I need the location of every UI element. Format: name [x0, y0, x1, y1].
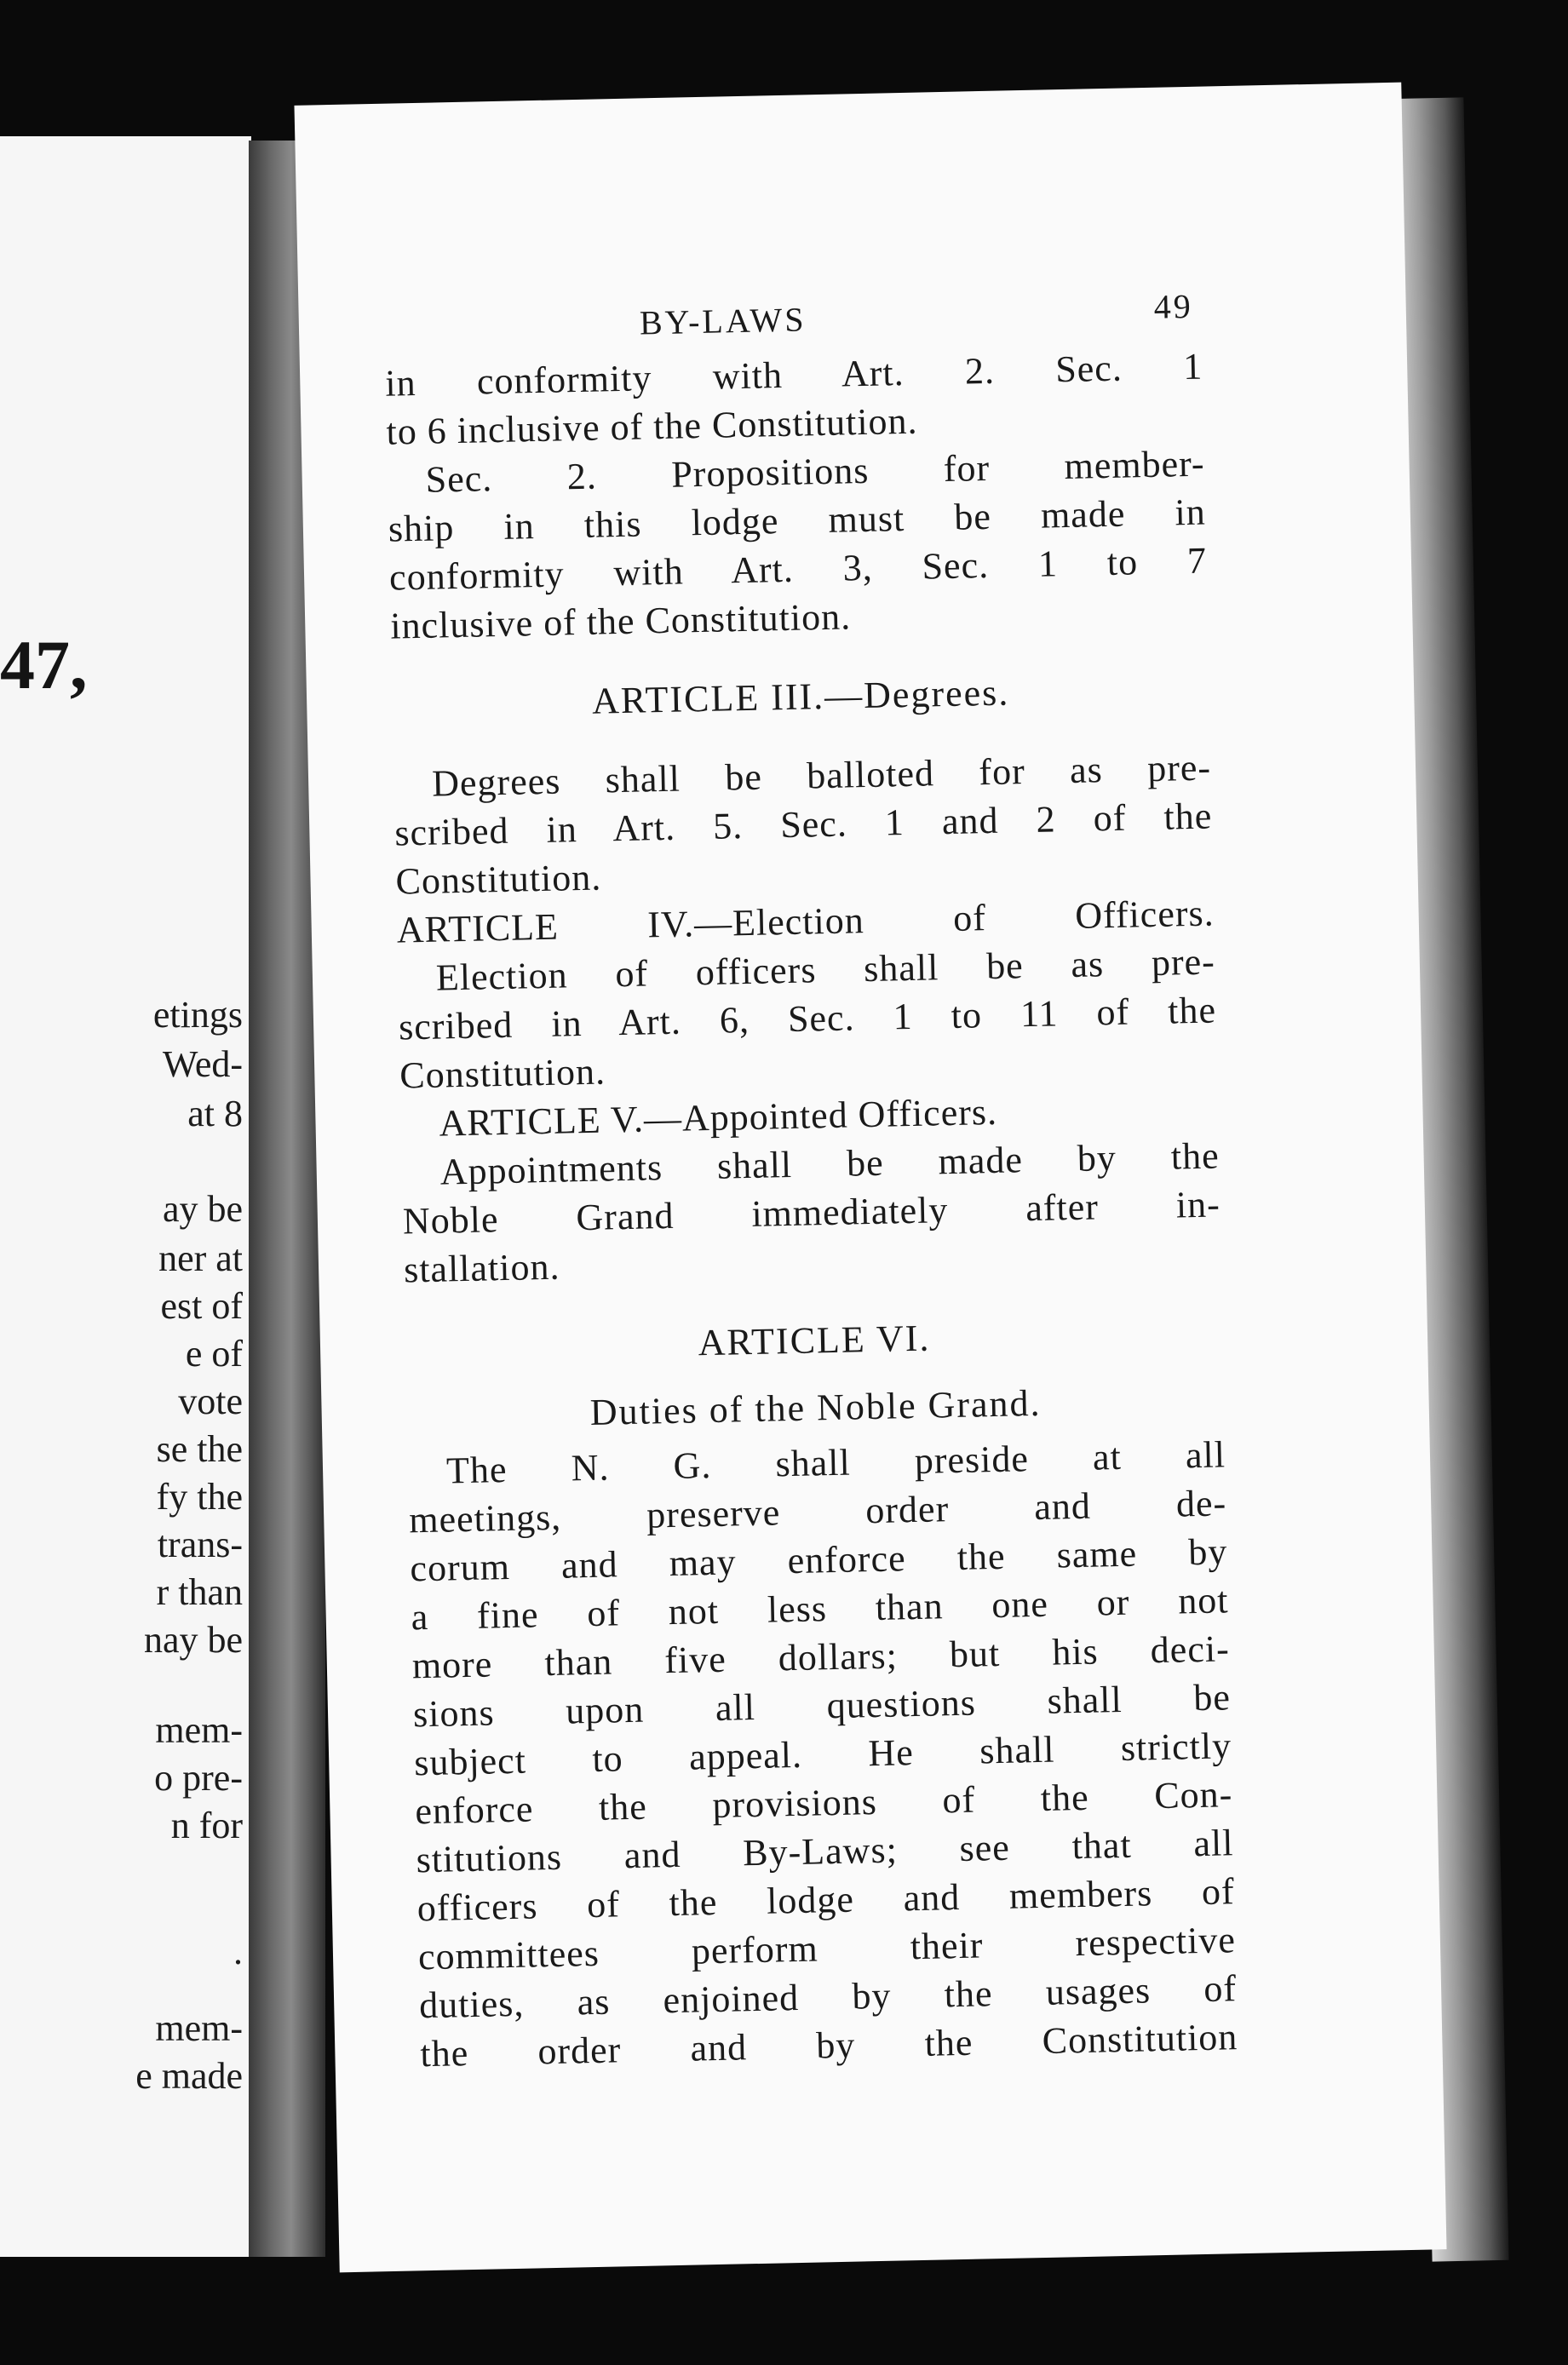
body-line: officers of the lodge and members of [416, 1870, 1236, 1930]
left-line-fragment: est of [160, 1285, 243, 1327]
body-line: Constitution. [399, 1050, 606, 1097]
body-line: scribed in Art. 6, Sec. 1 to 11 of the [398, 989, 1217, 1048]
body-line: enforce the provisions of the Con- [414, 1773, 1233, 1833]
body-line: more than five dollars; but his deci- [411, 1627, 1231, 1687]
body-line: Sec. 2. Propositions for member- [425, 442, 1206, 501]
body-line: committees perform their respective [417, 1919, 1237, 1978]
left-line-fragment: nay be [143, 1619, 243, 1661]
body-line: ship in this lodge must be made in [388, 491, 1207, 550]
body-line: the order and by the Constitution [419, 2016, 1238, 2075]
section-subheading: Duties of the Noble Grand. [589, 1381, 1042, 1433]
body-line: Appointments shall be made by the [439, 1134, 1221, 1193]
left-line-fragment: Wed- [162, 1043, 243, 1085]
left-page [0, 136, 251, 2257]
body-line: stallation. [403, 1245, 560, 1291]
body-line: Noble Grand immediately after in- [402, 1183, 1221, 1243]
left-line-fragment: o pre- [154, 1757, 243, 1799]
article-heading: ARTICLE IV.—Election of Officers. [396, 892, 1215, 951]
right-page [294, 83, 1446, 2273]
article-heading: ARTICLE VI. [698, 1317, 931, 1364]
body-line: conformity with Art. 3, Sec. 1 to 7 [388, 539, 1208, 599]
body-line: scribed in Art. 5. Sec. 1 and 2 of the [393, 795, 1213, 854]
body-line: a fine of not less than one or not [411, 1579, 1229, 1639]
left-line-fragment: . [233, 1931, 243, 1972]
left-line-fragment: vote [178, 1381, 243, 1422]
body-line: to 6 inclusive of the Constitution. [386, 399, 919, 453]
left-line-fragment: n for [170, 1805, 243, 1846]
running-head-title: BY-LAWS [639, 300, 807, 342]
left-line-fragment: mem- [155, 1709, 243, 1751]
left-line-fragment: etings [152, 994, 243, 1036]
body-line: in conformity with Art. 2. Sec. 1 [384, 345, 1203, 405]
left-line-fragment: se the [156, 1428, 243, 1470]
left-line-fragment: ay be [162, 1188, 243, 1230]
left-page-number-fragment: 47, [0, 626, 88, 703]
article-heading: ARTICLE V.—Appointed Officers. [439, 1090, 998, 1145]
body-line: corum and may enforce the same by [409, 1530, 1228, 1590]
page-text-block [383, 286, 1238, 2079]
body-line: Constitution. [395, 856, 602, 903]
body-line: Election of officers shall be as pre- [435, 940, 1216, 999]
left-line-fragment: r than [156, 1571, 243, 1613]
body-line: The N. G. shall preside at all [445, 1433, 1226, 1492]
left-line-fragment: ner at [158, 1237, 243, 1279]
body-line: duties, as enjoined by the usages of [418, 1967, 1238, 2027]
left-line-fragment: mem- [155, 2007, 243, 2049]
left-line-fragment: e of [185, 1333, 243, 1375]
left-line-fragment: at 8 [187, 1093, 243, 1134]
body-line: Degrees shall be balloted for as pre- [431, 746, 1212, 805]
body-line: inclusive of the Constitution. [389, 595, 852, 647]
article-heading: ARTICLE III.—Degrees. [591, 671, 1010, 722]
body-line: stitutions and By-Laws; see that all [416, 1822, 1234, 1881]
body-line: sions upon all questions shall be [412, 1676, 1232, 1736]
body-line: subject to appeal. He shall strictly [413, 1725, 1232, 1784]
body-line: meetings, preserve order and de- [408, 1482, 1227, 1541]
page-number: 49 [1153, 286, 1194, 326]
left-line-fragment: e made [135, 2055, 243, 2097]
left-line-fragment: fy the [156, 1476, 243, 1518]
left-line-fragment: trans- [157, 1524, 243, 1565]
